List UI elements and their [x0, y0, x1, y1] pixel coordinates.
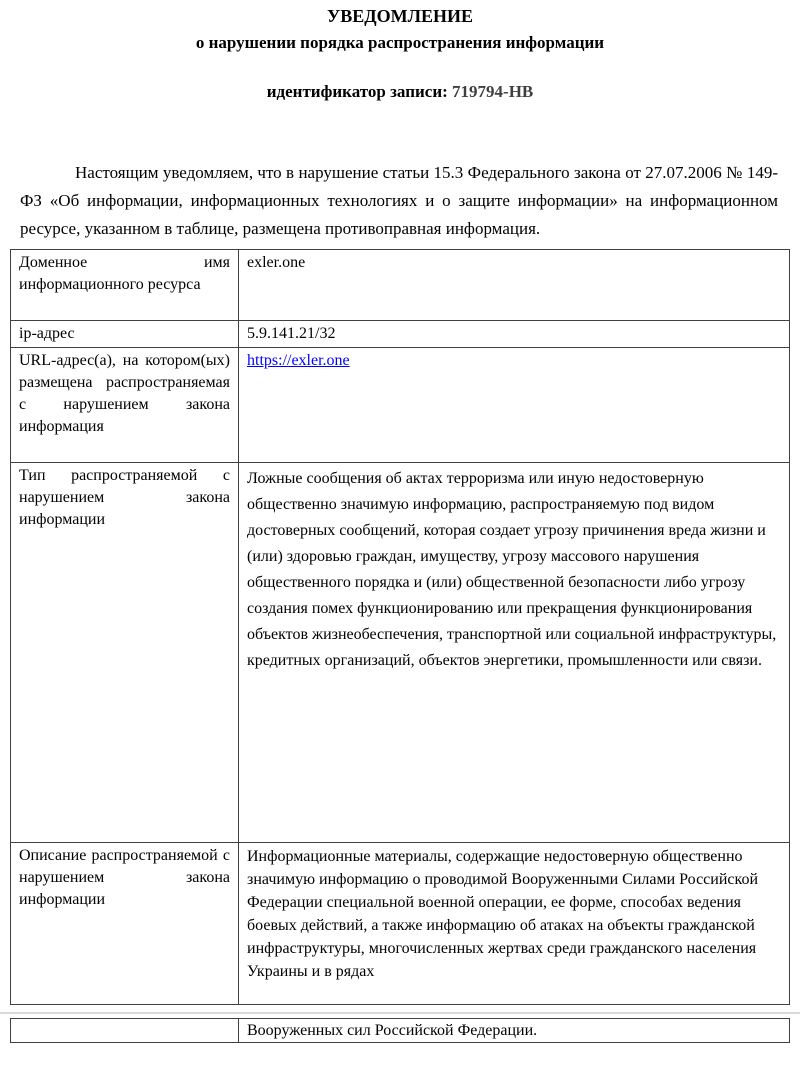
- resource-url-link[interactable]: https://exler.one: [247, 352, 350, 369]
- table-row-continuation: [11, 1019, 790, 1043]
- row-value-description: [239, 843, 790, 1005]
- continuation-value: Вооруженных сил Российской Федерации.: [239, 1019, 790, 1043]
- page-title: УВЕДОМЛЕНИЕ: [326, 6, 474, 26]
- record-id-label: идентификатор записи:: [266, 82, 448, 101]
- row-value-type: Ложные сообщения об актах терроризма или иную недостоверную общественно значимую информацию, распространяемую под видом достоверных сообщений, которая создает угрозу причинения вреда жизни и (или) здоровью граждан, имуществу, угрозу массового нарушения общественного порядка и (или) общественной безопасности либо угрозу создания помех функционированию или прекращения функционирования объектов жизнеобеспечения, транспортной или социальной инфраструктуры, кредитных организаций, объектов энергетики, промышленности или связи.: [239, 463, 790, 843]
- description-text-clipped: Информационные материалы, содержащие недостоверную общественно значимую информацию о проводимой Вооруженными Силами Российской Федерации специальной военной операции, ее форме, способах ведения боевых действий, а также информацию об атаках на объекты гражданской инфраструктуры, многочисленных жертвах среди гражданского населения Украины и в рядах: [247, 848, 759, 980]
- row-label-domain: Доменное имя информационного ресурса: [11, 250, 239, 321]
- row-value-ip: 5.9.141.21/32: [239, 321, 790, 348]
- page-subtitle: о нарушении порядка распространения информации: [195, 33, 605, 52]
- table-row-domain: [11, 250, 790, 321]
- row-value-url: [239, 348, 790, 463]
- intro-paragraph: Настоящим уведомляем, что в нарушение статьи 15.3 Федерального закона от 27.07.2006 № 149-ФЗ «Об информации, информационных технологиях и о защите информации» на информационном ресурсе, указанном в таблице, размещена противоправная информация.: [20, 163, 778, 238]
- record-id-line: [0, 81, 800, 102]
- row-label-type: Тип распространяемой с нарушением закона информации: [11, 463, 239, 843]
- continuation-table: [10, 1018, 790, 1043]
- continuation-empty-cell: [11, 1019, 239, 1043]
- table-row-url: [11, 348, 790, 463]
- table-row-type: [11, 463, 790, 843]
- document-header: [0, 0, 800, 102]
- table-row-description: [11, 843, 790, 1005]
- table-row-ip: [11, 321, 790, 348]
- row-value-domain: exler.one: [239, 250, 790, 321]
- row-label-ip: ip-адрес: [11, 321, 239, 348]
- violation-info-table: [10, 249, 790, 1005]
- row-label-description: Описание распространяемой с нарушением закона информации: [11, 843, 239, 1005]
- record-id-value: 719794-НВ: [452, 82, 534, 101]
- row-label-url: URL-адрес(а), на котором(ых) размещена распространяемая с нарушением закона информация: [11, 348, 239, 463]
- page-break-divider: [0, 1012, 800, 1014]
